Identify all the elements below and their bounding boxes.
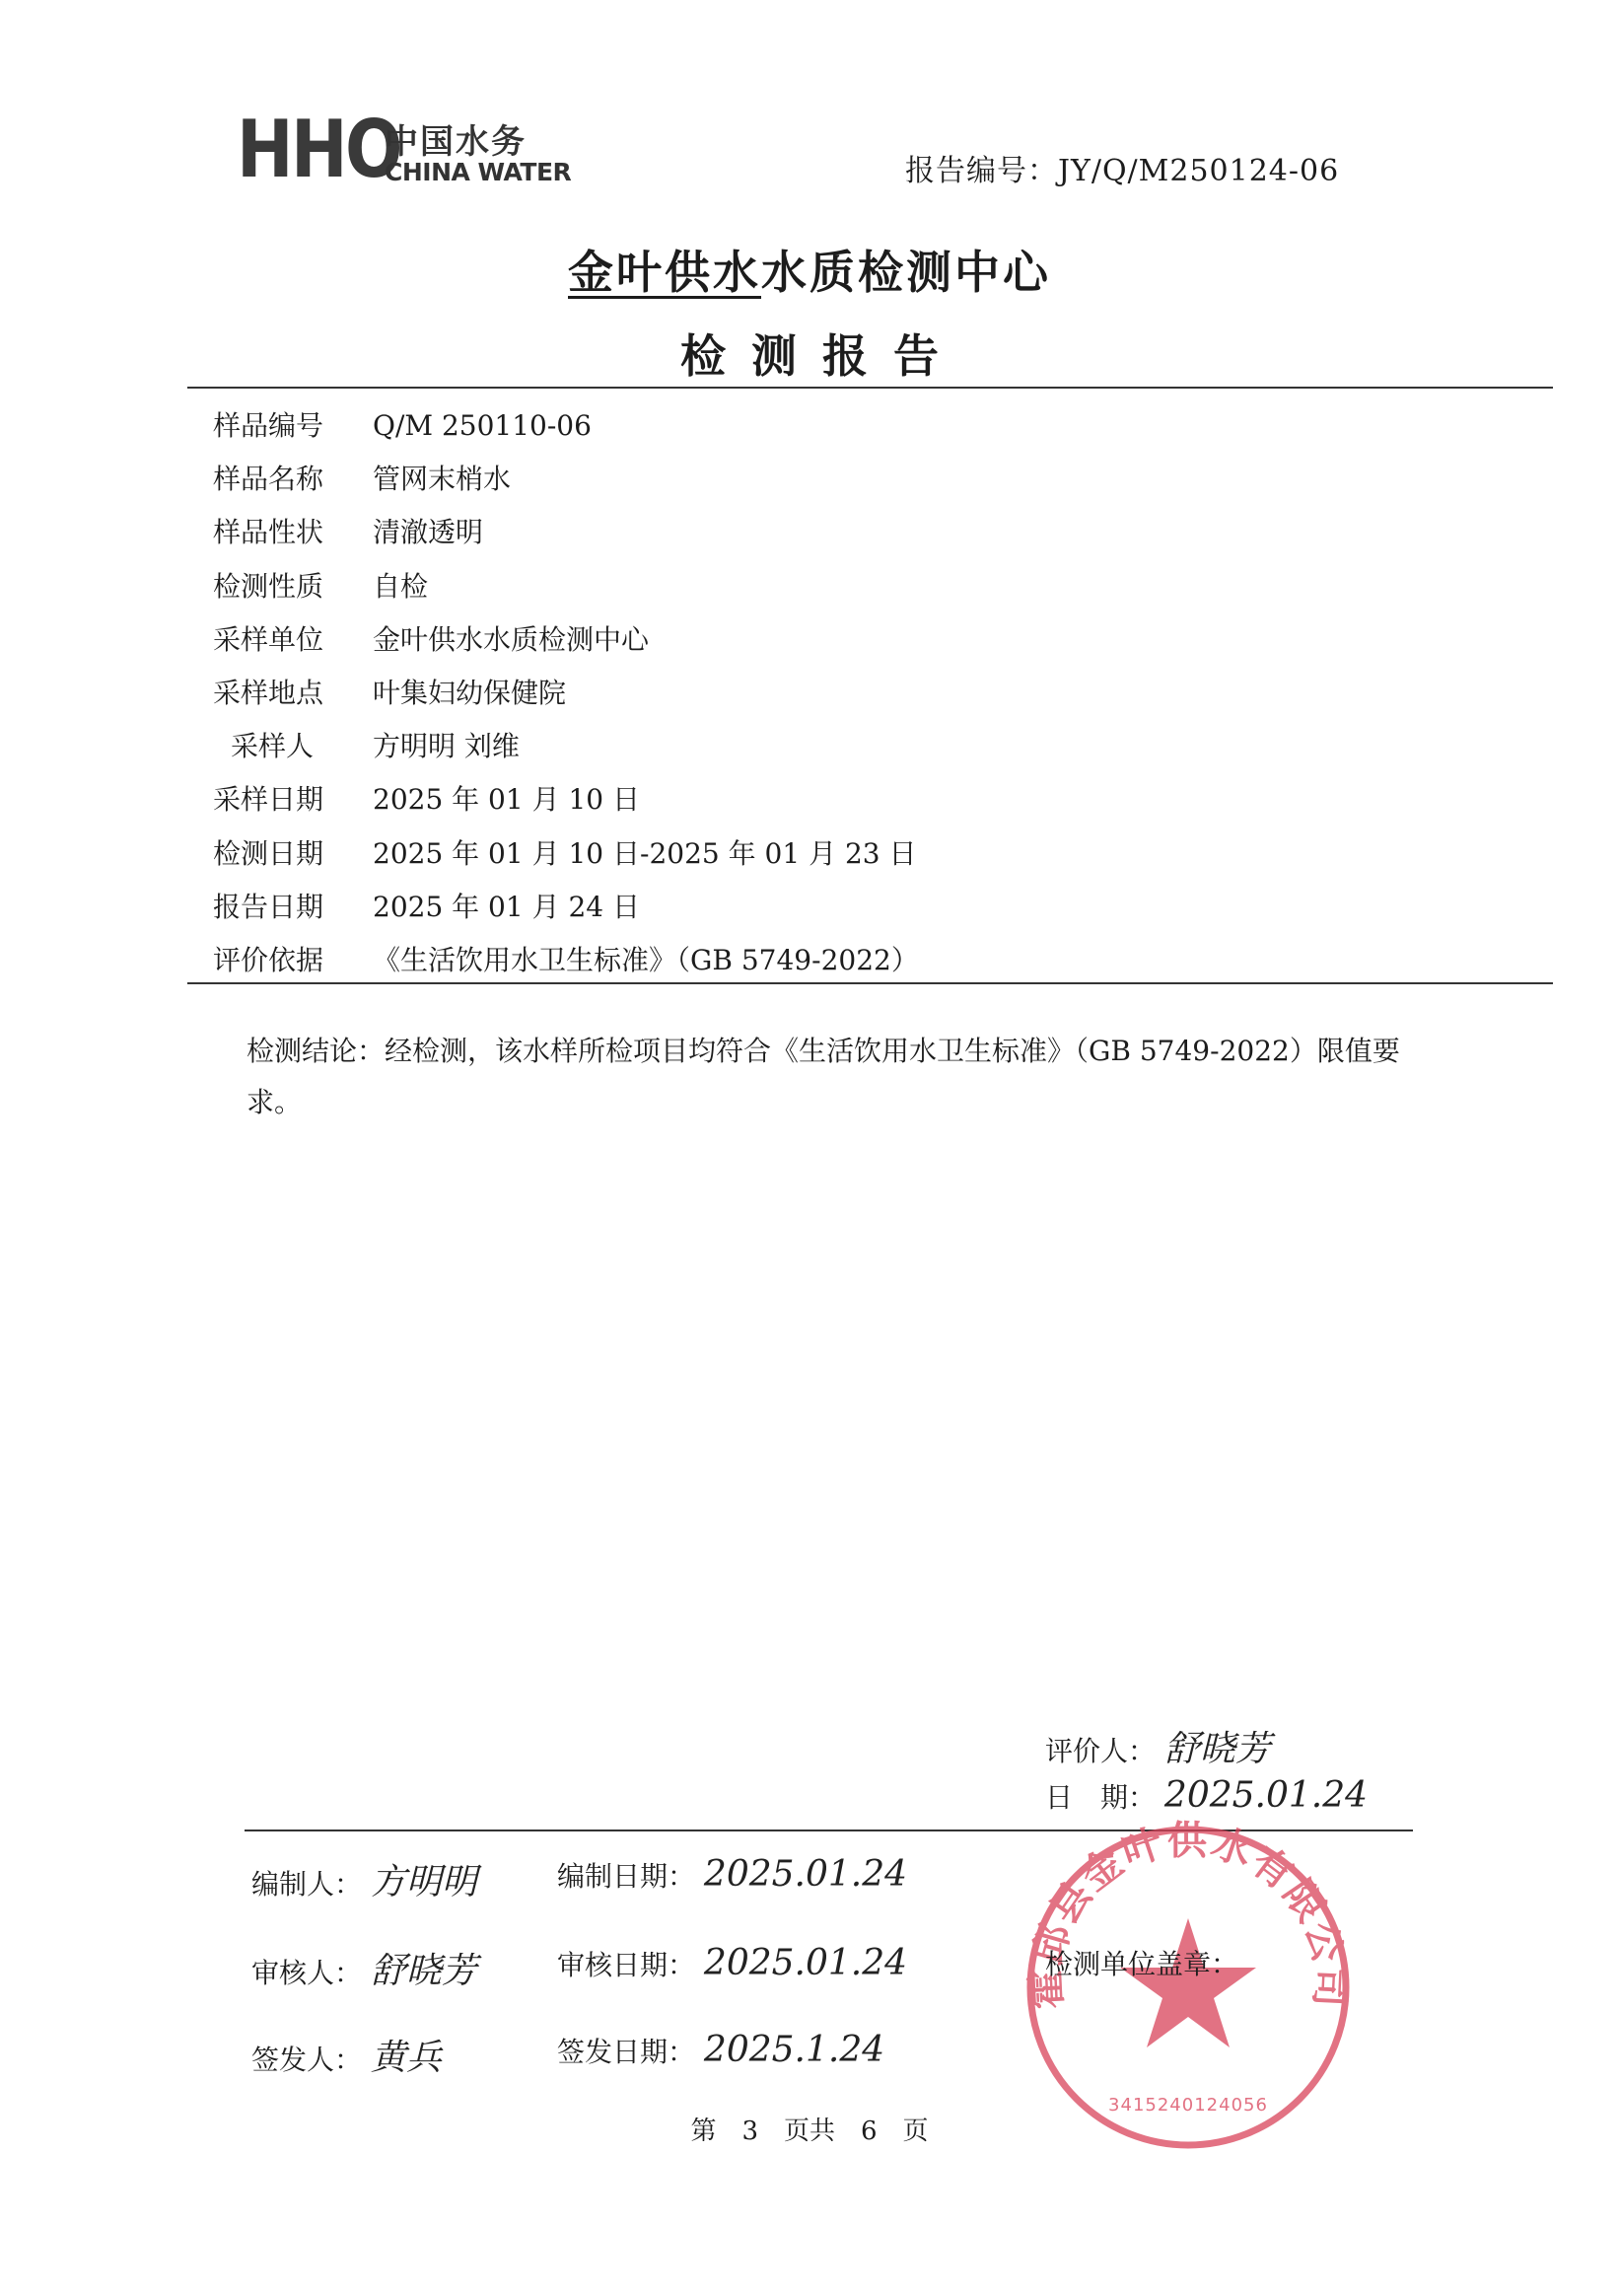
field-row <box>213 725 520 764</box>
field-label: 报告日期 <box>213 890 324 923</box>
seal-text: 霍邱县金叶供水有限公司 <box>1023 1818 1353 2011</box>
logo-mark: HHO <box>237 104 400 195</box>
field-row <box>213 404 592 444</box>
table-top-rule <box>187 387 1553 389</box>
evaluator-signature: 舒晓芳 <box>1163 1729 1271 1769</box>
issued-date-signature: 2025.1.24 <box>703 2030 885 2070</box>
seal-star-icon <box>1120 1918 1256 2047</box>
prepared-by-row <box>251 1854 477 1904</box>
report-number-label: 报告编号： <box>905 154 1058 188</box>
field-row <box>213 672 566 711</box>
field-label: 采样人 <box>231 730 315 763</box>
field-value: 方明明 刘维 <box>373 730 520 763</box>
seal-label: 检测单位盖章： <box>1045 1948 1239 1980</box>
prepared-date-signature: 2025.01.24 <box>703 1854 908 1895</box>
organization-name-rest: 水质检测中心 <box>761 246 1051 299</box>
field-row <box>213 618 649 658</box>
report-number-value: JY/Q/M250124-06 <box>1058 154 1340 188</box>
organization-name-underlined: 金叶供水 <box>568 246 761 299</box>
field-value: 金叶供水水质检测中心 <box>373 622 650 656</box>
table-bottom-rule <box>187 982 1553 984</box>
test-conclusion: 检测结论：经检测，该水样所检项目均符合《生活饮用水卫生标准》（GB 5749-2022）限值要求。 <box>246 1035 1400 1118</box>
field-label: 采样日期 <box>213 783 324 817</box>
prepared-by-signature: 方明明 <box>370 1862 477 1902</box>
evaluator-row <box>1045 1721 1271 1771</box>
field-row <box>213 511 483 550</box>
evaluation-date-signature: 2025.01.24 <box>1163 1775 1369 1816</box>
field-value: 《生活饮用水卫生标准》（GB 5749-2022） <box>373 944 919 976</box>
field-row <box>213 778 640 818</box>
prepared-date-row <box>557 1854 907 1895</box>
field-value: 清澈透明 <box>373 516 484 549</box>
field-row <box>213 832 917 872</box>
field-label: 采样地点 <box>213 677 324 709</box>
issued-date-row <box>557 2030 884 2070</box>
reviewed-date-row <box>557 1943 907 1983</box>
issued-by-signature: 黄兵 <box>370 2038 442 2078</box>
issued-date-label: 签发日期： <box>557 2036 696 2068</box>
field-label: 采样单位 <box>213 622 324 656</box>
field-label: 检测日期 <box>213 836 324 870</box>
evaluation-date-row <box>1045 1775 1368 1816</box>
seal-code: 3415240124056 <box>1108 2095 1268 2116</box>
field-label: 评价依据 <box>213 944 324 976</box>
field-row <box>213 565 428 605</box>
logo-english-name: CHINA WATER <box>385 158 572 186</box>
field-value: 叶集妇幼保健院 <box>373 677 567 709</box>
organization-title <box>0 237 1619 302</box>
company-logo <box>237 104 572 195</box>
prepared-by-label: 编制人： <box>251 1868 363 1901</box>
reviewed-by-signature: 舒晓芳 <box>370 1951 477 1991</box>
field-row <box>213 886 640 925</box>
evaluator-label: 评价人： <box>1045 1735 1157 1767</box>
field-row <box>213 458 511 497</box>
field-value: 2025 年 01 月 24 日 <box>373 890 641 923</box>
issued-by-label: 签发人： <box>251 2044 363 2076</box>
prepared-date-label: 编制日期： <box>557 1860 696 1893</box>
reviewed-by-label: 审核人： <box>251 1957 363 1989</box>
document-title: 检测报告 <box>680 329 964 383</box>
field-label: 样品名称 <box>213 463 324 496</box>
field-value: Q/M 250110-06 <box>373 409 592 442</box>
company-seal <box>1016 1815 1361 2160</box>
report-number <box>905 146 1339 189</box>
field-value: 2025 年 01 月 10 日 <box>373 783 641 817</box>
field-value: 2025 年 01 月 10 日-2025 年 01 月 23 日 <box>373 836 917 870</box>
page-footer: 第 3 页共 6 页 <box>690 2117 929 2146</box>
field-value: 自检 <box>373 569 429 603</box>
issued-by-row <box>251 2030 442 2080</box>
field-label: 检测性质 <box>213 569 324 603</box>
evaluation-date-label: 日 期： <box>1045 1781 1157 1814</box>
field-row <box>213 939 919 978</box>
logo-chinese-name: 中国水务 <box>385 122 527 162</box>
field-label: 样品性状 <box>213 516 324 549</box>
reviewed-date-signature: 2025.01.24 <box>703 1943 908 1983</box>
field-value: 管网末梢水 <box>373 463 512 496</box>
reviewed-date-label: 审核日期： <box>557 1949 696 1981</box>
reviewed-by-row <box>251 1943 477 1993</box>
field-label: 样品编号 <box>213 409 324 442</box>
